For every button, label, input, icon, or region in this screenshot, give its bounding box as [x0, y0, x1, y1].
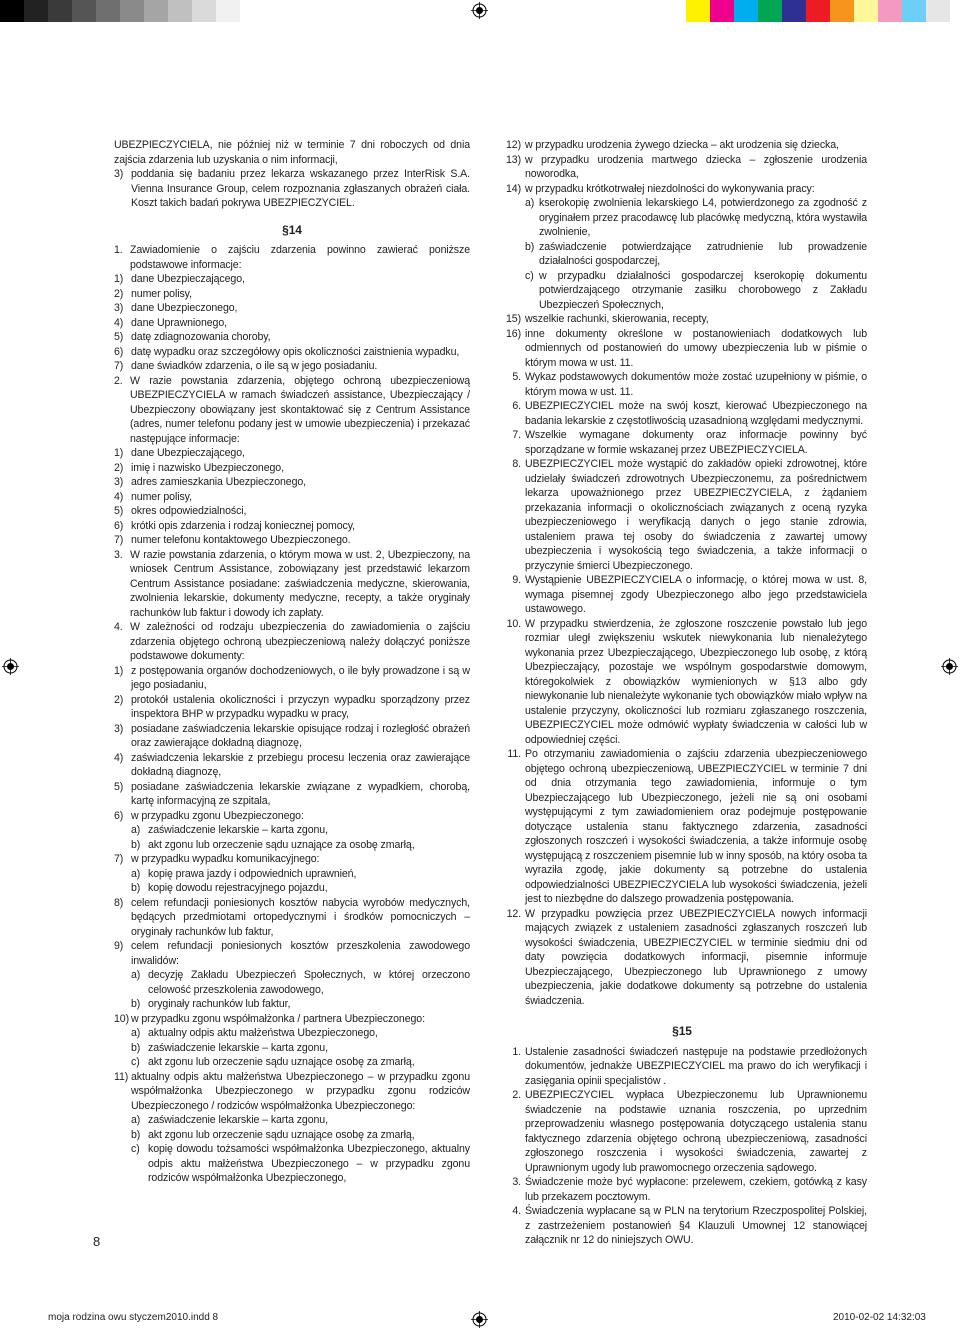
right-column — [497, 138, 867, 1248]
section-title-14: §14 — [282, 222, 302, 237]
paragraph-15-4: 4. Świadczenia wypłacane są w PLN na terytorium Rzeczpospolitej Polskiej, z zastrzeżeniem postanowień §4 Klauzuli Umownej 12 stanowiącej załącznik nr 12 do niniejszych OWU. — [512, 1205, 867, 1246]
list-item: 14) w przypadku krótkotrwałej niezdolności do wykonywania pracy: — [505, 182, 815, 195]
registration-mark-icon — [471, 2, 488, 19]
list-item: 3) poddania się badaniu przez lekarza wskazanego przez InterRisk S.A. Vienna Insurance Group, celem rozpoznania zgłaszanych obrażeń ciała. Koszt takich badań pokrywa UBEZPIECZYCIEL. — [114, 168, 470, 209]
list-item: 5) datę zdiagnozowania choroby, — [114, 331, 271, 343]
list-item: 7) dane świadków zdarzenia, o ile są w jego posiadaniu. — [114, 360, 378, 372]
paragraph-11: 11. Po otrzymaniu zawiadomienia o zajściu zdarzenia ubezpieczeniowego objętego ochroną ubezpieczeniową, UBEZPIECZYCIEL w terminie 7 dni od dnia otrzymania tego zawiadomienia, informuje o tym Ubezpieczającego lub Ubezpieczonego, jeżeli nie są oni osobami występującymi z tym zawiadomieniem oraz podejmuje postępowanie dotyczące ustalenia stanu faktycznego zdarzenia, zasadności zgłoszonych roszczeń i wysokości świadczenia, a także informuje osobę występującą z roszczeniem pisemnie lub w inny sposób, na który osoba ta wyraziła zgodę, jakie dokumenty są potrzebne do ustalenia odpowiedzialności UBEZPIECZYCIELA lub wysokości świadczenia, jeżeli jest to niezbędne do dalszego prowadzenia postępowania. — [507, 748, 867, 905]
paragraph-3: 3. W razie powstania zdarzenia, o którym mowa w ust. 2, Ubezpieczony, na wniosek Centrum Assistance, zobowiązany jest przedstawić lekarzom Centrum Assistance posiadane: zaświadczenia medyczne, skierowania, zwolnienia lekarskie, dokumenty medyczne, recepty, a także oryginały rachunków lub faktur i dowody ich zapłaty. — [114, 548, 470, 619]
sub-item: b) akt zgonu lub orzeczenie sądu uznające za osobę zmarłą, — [131, 838, 415, 851]
sub-item: b) zaświadczenie potwierdzające zatrudnienie lub prowadzenie działalności gospodarczej, — [525, 240, 867, 267]
paragraph-7: 7. Wszelkie wymagane dokumenty oraz informacje powinny być sporządzane w formie wskazanej przez UBEZPIECZYCIELA. — [512, 429, 867, 456]
sub-item: a) aktualny odpis aktu małżeństwa Ubezpieczonego, — [131, 1027, 378, 1039]
paragraph-15-2: 2. UBEZPIECZYCIEL wypłaca Ubezpieczonemu lub Uprawnionemu świadczenie na podstawie uznania roszczenia, po uprzednim przeprowadzeniu własnego postępowania dotyczącego ustalenia stanu faktycznego zdarzenia objętego ochroną ubezpieczeniową, zasadności zgłoszonego roszczenia i wysokości świadczenia, zawartej z Uprawnionym ugody lub prawomocnego orzeczenia sądowego. — [512, 1089, 867, 1174]
sub-item: a) decyzję Zakładu Ubezpieczeń Społecznych, w której orzeczono celowość przeszkolenia zawodowego, — [131, 969, 470, 996]
sub-item: a) kserokopię zwolnienia lekarskiego L4, potwierdzonego za zgodność z oryginałem przez pracodawcę lub placówkę medyczną, która wystawiła zwolnienie, — [525, 197, 867, 238]
list-item: 4) zaświadczenia lekarskie z przebiegu procesu leczenia oraz zawierające dokładną diagnozę, — [114, 751, 470, 778]
sub-item: b) oryginały rachunków lub faktur, — [131, 998, 291, 1010]
paragraph-1: 1. Zawiadomienie o zajściu zdarzenia powinno zawierać poniższe podstawowe informacje: — [114, 244, 470, 271]
list-item: 3) posiadane zaświadczenia lekarskie opisujące rodzaj i rozległość obrażeń oraz zawierające dokładną diagnozę, — [114, 722, 470, 749]
list-item: 1) dane Ubezpieczającego, — [114, 447, 245, 459]
paragraph-6: 6. UBEZPIECZYCIEL może na swój koszt, kierować Ubezpieczonego na badania lekarskie z częstotliwością uzasadnioną względami medycznymi. — [512, 400, 867, 427]
paragraph-15-3: 3. Świadczenie może być wypłacone: przelewem, czekiem, gotówką z kasy lub przekazem pocztowym. — [512, 1176, 867, 1203]
list-item: 7) w przypadku wypadku komunikacyjnego: — [114, 853, 320, 865]
sub-item: c) w przypadku działalności gospodarczej kserokopię dokumentu potwierdzającego otrzymanie zasiłku chorobowego z Zakładu Ubezpieczeń Społecznych, — [525, 269, 867, 311]
section-title-15: §15 — [672, 1024, 692, 1038]
sub-item: b) kopię dowodu rejestracyjnego pojazdu, — [131, 882, 328, 894]
list-item: 2) imię i nazwisko Ubezpieczonego, — [114, 461, 284, 474]
sub-item: b) zaświadczenie lekarskie – karta zgonu, — [131, 1041, 328, 1054]
sub-item: b) akt zgonu lub orzeczenie sądu uznające osobę za zmarłą, — [131, 1128, 415, 1141]
list-item: 1) z postępowania organów dochodzeniowych, o ile były prowadzone i są w jego posiadaniu, — [114, 664, 470, 691]
paragraph-4: 4. W zależności od rodzaju ubezpieczenia do zawiadomienia o zajściu zdarzenia objętego ochroną ubezpieczeniową należy dołączyć poniższe podstawowe dokumenty: — [114, 621, 470, 662]
sub-item: c) akt zgonu lub orzeczenie sądu uznające osobę za zmarłą, — [131, 1056, 415, 1068]
list-item: 15) wszelkie rachunki, skierowania, recepty, — [505, 313, 709, 325]
list-item: 6) krótki opis zdarzenia i rodzaj koniecznej pomocy, — [114, 519, 355, 532]
color-bar-right — [686, 0, 950, 22]
paragraph-8: 8. UBEZPIECZYCIEL może wystąpić do zakładów opieki zdrowotnej, które udzielały świadczeń zdrowotnych Ubezpieczonemu, za pośrednictwem lekarza upoważnionego przez UBEZPIECZYCIELA, z żądaniem przekazania informacji o okolicznościach związanych z oceną ryzyka ubezpieczeniowego i weryfikacją danych o jego stanie zdrowia, ustaleniem prawa tej osoby do świadczenia z zawartej umowy ubezpieczenia i wysokością tego świadczenia, a także informacji o przyczynie śmierci Ubezpieczonego. — [512, 458, 867, 572]
list-item: 3) dane Ubezpieczonego, — [114, 302, 238, 314]
list-item: 6) w przypadku zgonu Ubezpieczonego: — [114, 809, 304, 822]
list-item: 8) celem refundacji poniesionych kosztów nabycia wyrobów medycznych, będących przedmiotami ortopedycznymi i środków pomocniczych – oryginały rachunków lub faktur, — [114, 896, 470, 938]
list-item: 4) numer polisy, — [114, 490, 192, 503]
page-number: 8 — [93, 1234, 101, 1249]
list-item: 5) posiadane zaświadczenia lekarskie związane z wypadkiem, chorobą, kartę informacyjną ze szpitala, — [114, 780, 470, 807]
registration-mark-icon — [941, 658, 958, 675]
sub-item: a) zaświadczenie lekarskie – karta zgonu, — [131, 824, 328, 836]
footer-timestamp: 2010-02-02 14:32:03 — [833, 1312, 926, 1323]
list-item: 6) datę wypadku oraz szczegółowy opis okoliczności zaistnienia wypadku, — [114, 345, 460, 358]
registration-mark-icon — [2, 658, 19, 675]
list-item: 13) w przypadku urodzenia martwego dziecka – zgłoszenie urodzenia noworodka, — [505, 153, 867, 180]
paragraph-2: 2. W razie powstania zdarzenia, objętego ochroną ubezpieczeniową UBEZPIECZYCIELA w ramach świadczeń assistance, Ubezpieczający / Ubezpieczony obowiązany jest skontaktować się z Centrum Assistance (adres, numer telefonu podany jest w umowie ubezpieczenia) i przekazać następujące informacje: — [114, 374, 470, 445]
sub-item: a) kopię prawa jazdy i odpowiednich uprawnień, — [131, 867, 357, 880]
list-item: 1) dane Ubezpieczającego, — [114, 273, 245, 285]
sub-item: c) kopię dowodu tożsamości współmałżonka Ubezpieczonego, aktualny odpis aktu małżeństwa Ubezpieczonego – w przypadku zgonu rodziców współmałżonka Ubezpieczonego, — [131, 1143, 470, 1184]
list-item: 4) dane Uprawnionego, — [114, 316, 227, 329]
list-item: 7) numer telefonu kontaktowego Ubezpieczonego. — [114, 534, 351, 546]
paragraph-5: 5. Wykaz podstawowych dokumentów może zostać uzupełniony w piśmie, o którym mowa w ust. 11. — [512, 371, 867, 398]
list-item: 12) w przypadku urodzenia żywego dziecka – akt urodzenia się dziecka, — [505, 139, 839, 151]
list-item: 16) inne dokumenty określone w postanowieniach dodatkowych lub odmiennych od postanowień do umowy ubezpieczenia lub w piśmie o którym mowa w ust. 11. — [505, 327, 867, 369]
paragraph-12: 12. W przypadku powzięcia przez UBEZPIECZYCIELA nowych informacji mających związek z ustaleniem zasadności zgłaszanych roszczeń lub wysokości świadczenia, UBEZPIECZYCIEL w terminie siedmiu dni od daty powzięcia dodatkowych informacji, pisemnie informuje Ubezpieczającego, Ubezpieczonego lub Uprawnionego z umowy ubezpieczenia, jakie dodatkowe dokumenty są potrzebne do ustalenia świadczenia. — [506, 907, 867, 1007]
list-item: 2) protokół ustalenia okoliczności i przyczyn wypadku sporządzony przez inspektora BHP w przypadku wypadku w pracy, — [114, 693, 470, 720]
list-item: 10) w przypadku zgonu współmałżonka / partnera Ubezpieczonego: — [114, 1012, 425, 1025]
list-item: 11) aktualny odpis aktu małżeństwa Ubezpieczonego – w przypadku zgonu współmałżonka Ubezpieczonego w przypadku zgonu rodziców Ubezpieczonego / rodziców współmałżonka Ubezpieczonego: — [114, 1070, 470, 1112]
registration-mark-icon — [471, 1311, 488, 1328]
color-bar-left — [0, 0, 240, 22]
sub-item: a) zaświadczenie lekarskie – karta zgonu, — [131, 1114, 328, 1126]
paragraph-15-1: 1. Ustalenie zasadności świadczeń następuje na podstawie przedłożonych dokumentów, jednakże UBEZPIECZYCIEL ma prawo do ich weryfikacji i zasięgania opinii specjalistów . — [512, 1045, 867, 1087]
list-item: 2) numer polisy, — [114, 287, 192, 300]
list-item: 5) okres odpowiedzialności, — [114, 505, 247, 517]
footer-filename: moja rodzina owu styczem2010.indd 8 — [48, 1312, 219, 1323]
paragraph-10: 10. W przypadku stwierdzenia, że zgłoszone roszczenie powstało lub jego rozmiar uległ zwiększeniu wskutek niewykonania lub nienależytego wykonania przez Ubezpieczającego, Ubezpieczonego lub osobę, z którą Ubezpieczający, pozostaje we wspólnym gospodarstwie domowym, któregokolwiek z obowiązków wymienionych w §13 albo gdy niewykonanie lub nienależyte wykonanie tych obowiązków miało wpływ na ustalenie przyczyny, okoliczności lub rozmiaru zgłaszanego roszczenia, UBEZPIECZYCIEL może odmówić wypłaty świadczenia w całości lub w odpowiedniej części. — [506, 617, 867, 746]
paragraph-9: 9. Wystąpienie UBEZPIECZYCIELA o informację, o której mowa w ust. 8, wymaga pisemnej zgody Ubezpieczonego albo jego przedstawiciela ustawowego. — [512, 574, 867, 615]
list-item: 3) adres zamieszkania Ubezpieczonego, — [114, 476, 307, 488]
left-column — [114, 138, 470, 1186]
list-item: 9) celem refundacji poniesionych kosztów przeszkolenia zawodowego inwalidów: — [114, 940, 470, 967]
intro-paragraph: UBEZPIECZYCIELA, nie później niż w terminie 7 dni roboczych od dnia zajścia zdarzenia lub uzyskania o nim informacji, — [114, 139, 470, 166]
